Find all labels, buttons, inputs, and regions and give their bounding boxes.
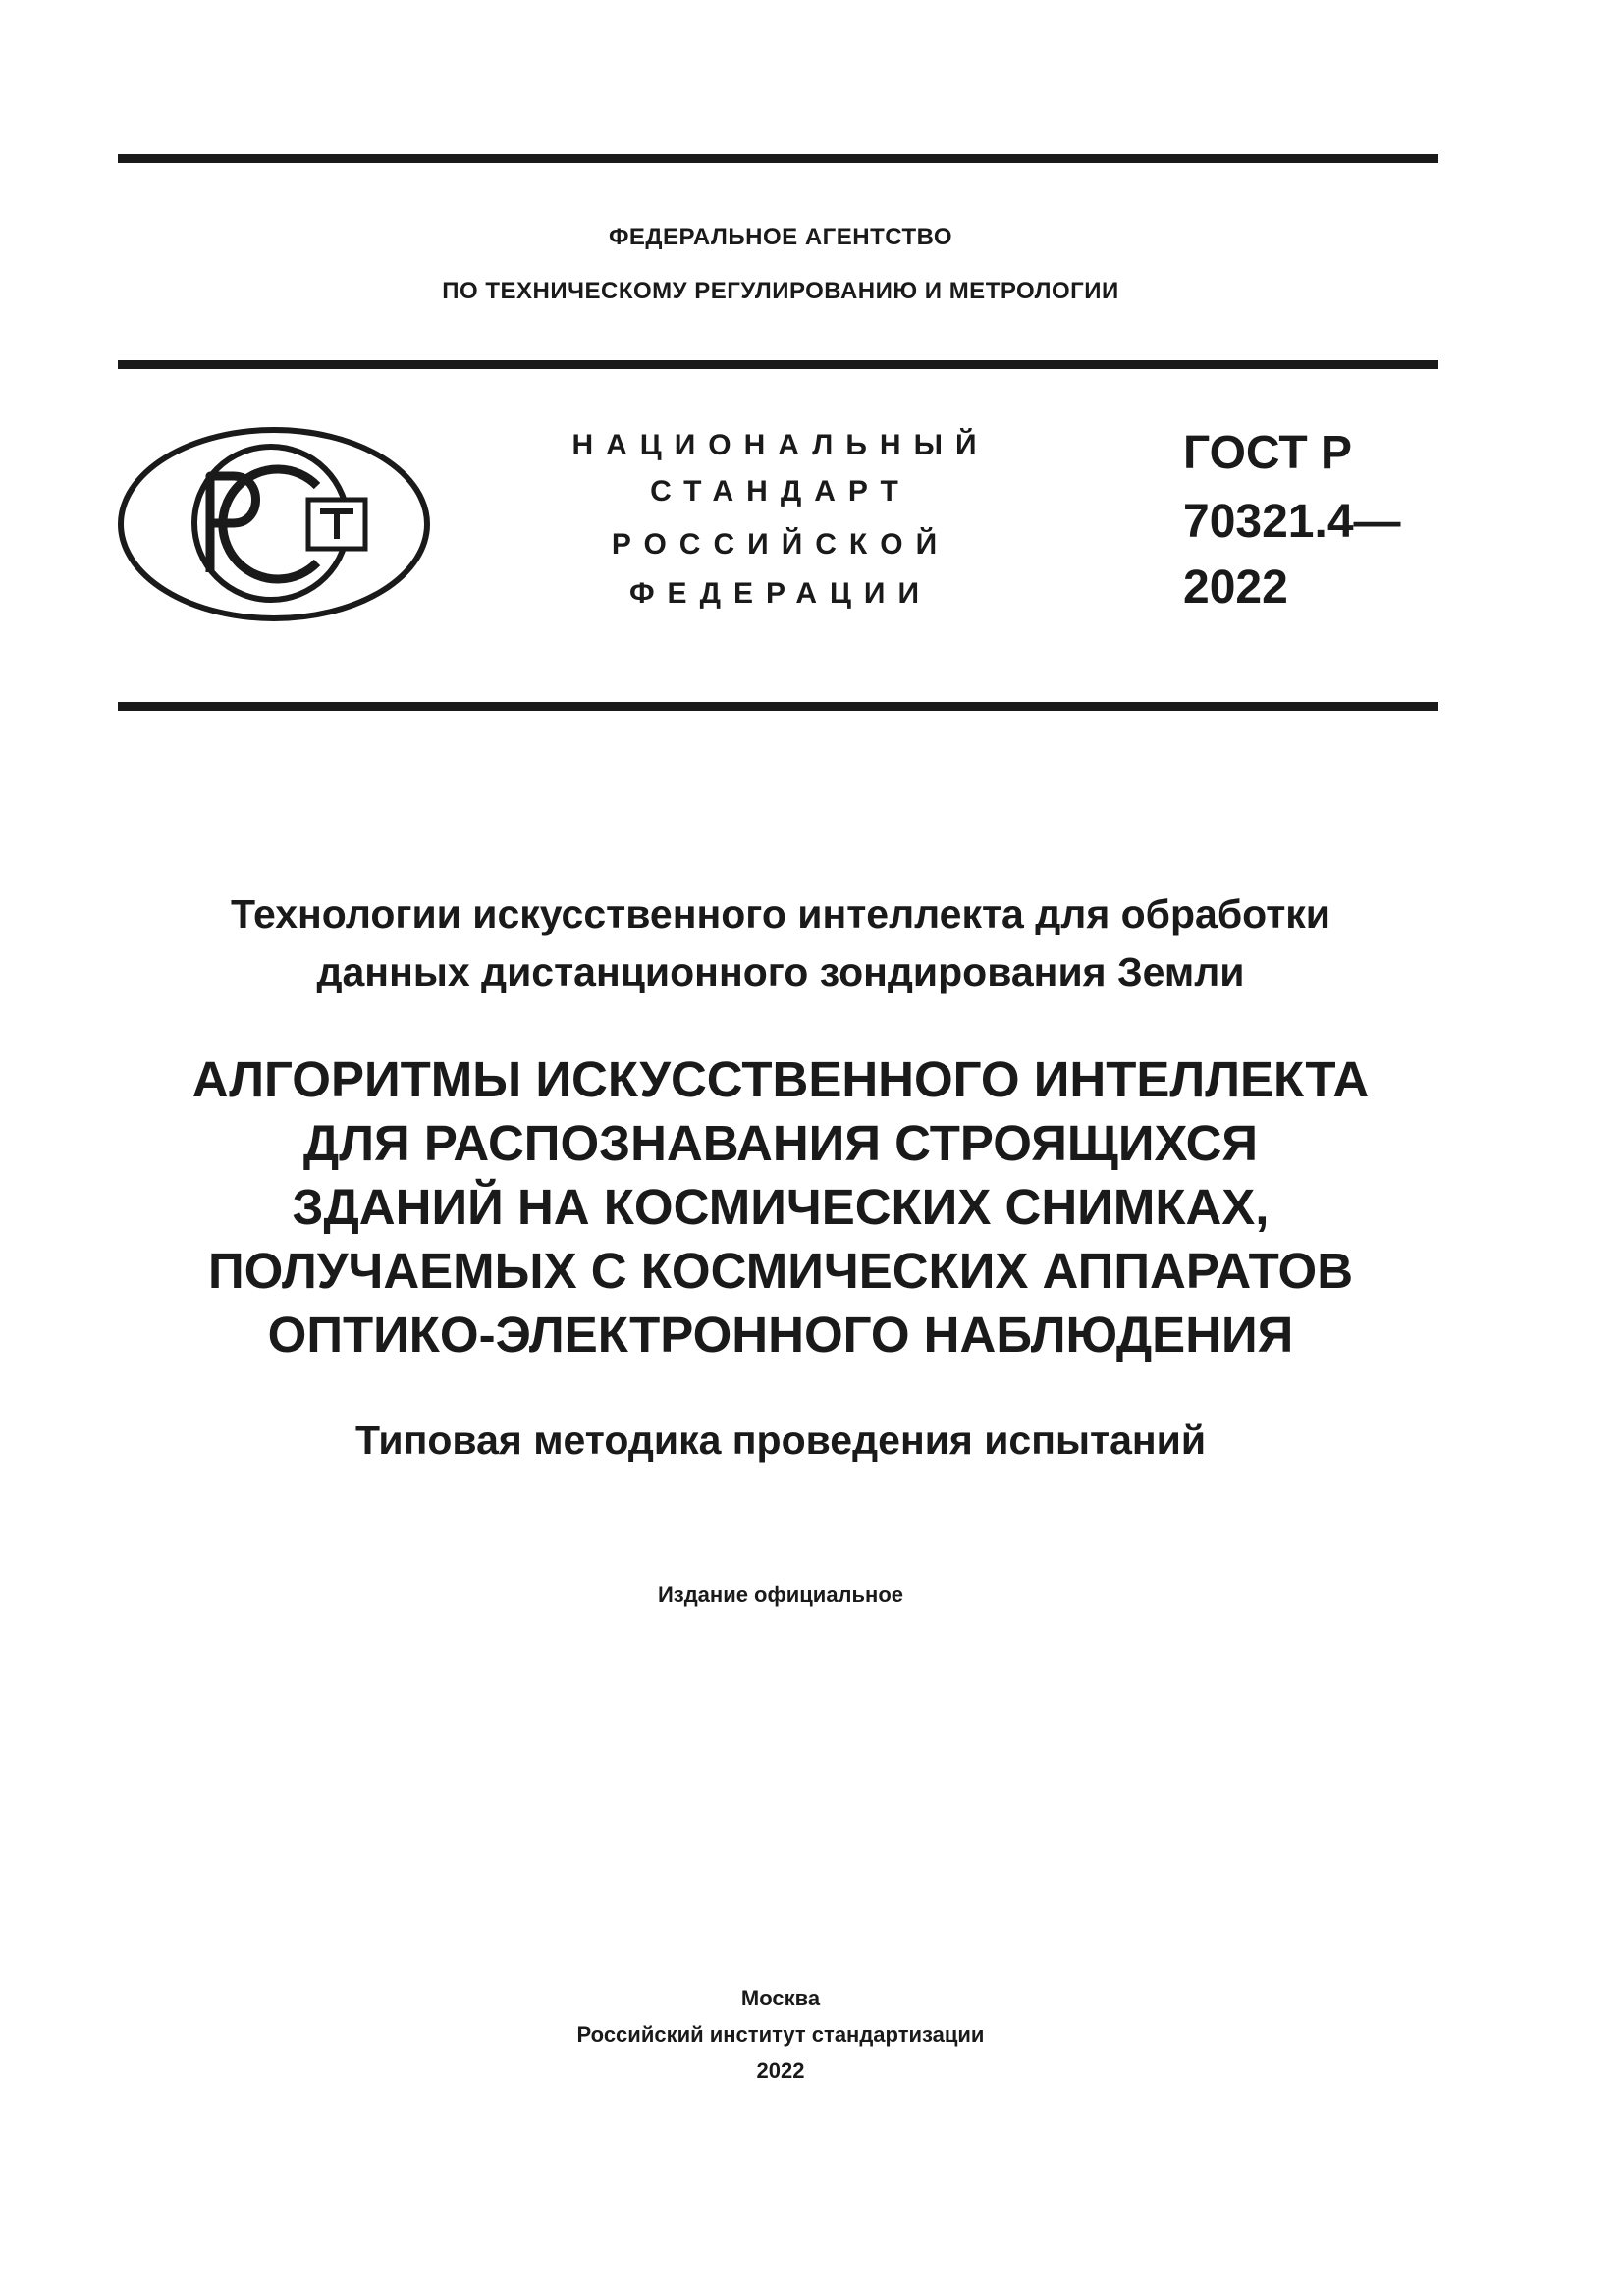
subtitle-line-1: Технологии искусственного интеллекта для обработки — [230, 891, 1331, 936]
agency-line-2: ПО ТЕХНИЧЕСКОМУ РЕГУЛИРОВАНИЮ И МЕТРОЛОГИИ — [442, 278, 1119, 304]
main-title-line-5: ОПТИКО-ЭЛЕКТРОННОГО НАБЛЮДЕНИЯ — [267, 1307, 1294, 1362]
main-title-line-1: АЛГОРИТМЫ ИСКУССТВЕННОГО ИНТЕЛЛЕКТА — [191, 1051, 1370, 1107]
method-title: Типовая методика проведения испытаний — [354, 1417, 1207, 1463]
header-rule — [118, 360, 1438, 369]
standard-type-line-3: РОССИЙСКОЙ — [611, 528, 950, 561]
standard-type-line-2: СТАНДАРТ — [650, 475, 911, 507]
section-rule — [118, 702, 1438, 711]
subtitle-line-2: данных дистанционного зондирования Земли — [316, 949, 1245, 994]
designation-line-1: ГОСТ Р — [1183, 427, 1353, 479]
standard-type-line-1: НАЦИОНАЛЬНЫЙ — [571, 429, 990, 461]
rst-logo-icon — [116, 425, 432, 623]
top-rule — [118, 154, 1438, 163]
footer-publisher: Российский институт стандартизации — [576, 2022, 985, 2047]
footer-year: 2022 — [756, 2058, 805, 2083]
main-title-line-2: ДЛЯ РАСПОЗНАВАНИЯ СТРОЯЩИХСЯ — [302, 1115, 1259, 1171]
standard-type-line-4: ФЕДЕРАЦИИ — [628, 577, 933, 610]
main-title-line-4: ПОЛУЧАЕМЫХ С КОСМИЧЕСКИХ АППАРАТОВ — [207, 1243, 1354, 1299]
designation-line-3: 2022 — [1183, 561, 1288, 614]
main-title-line-3: ЗДАНИЙ НА КОСМИЧЕСКИХ СНИМКАХ, — [292, 1179, 1270, 1235]
designation-line-2: 70321.4— — [1183, 496, 1401, 548]
edition-label: Издание официальное — [657, 1582, 904, 1607]
agency-line-1: ФЕДЕРАЛЬНОЕ АГЕНТСТВО — [608, 224, 953, 250]
footer-city: Москва — [740, 1986, 821, 2010]
